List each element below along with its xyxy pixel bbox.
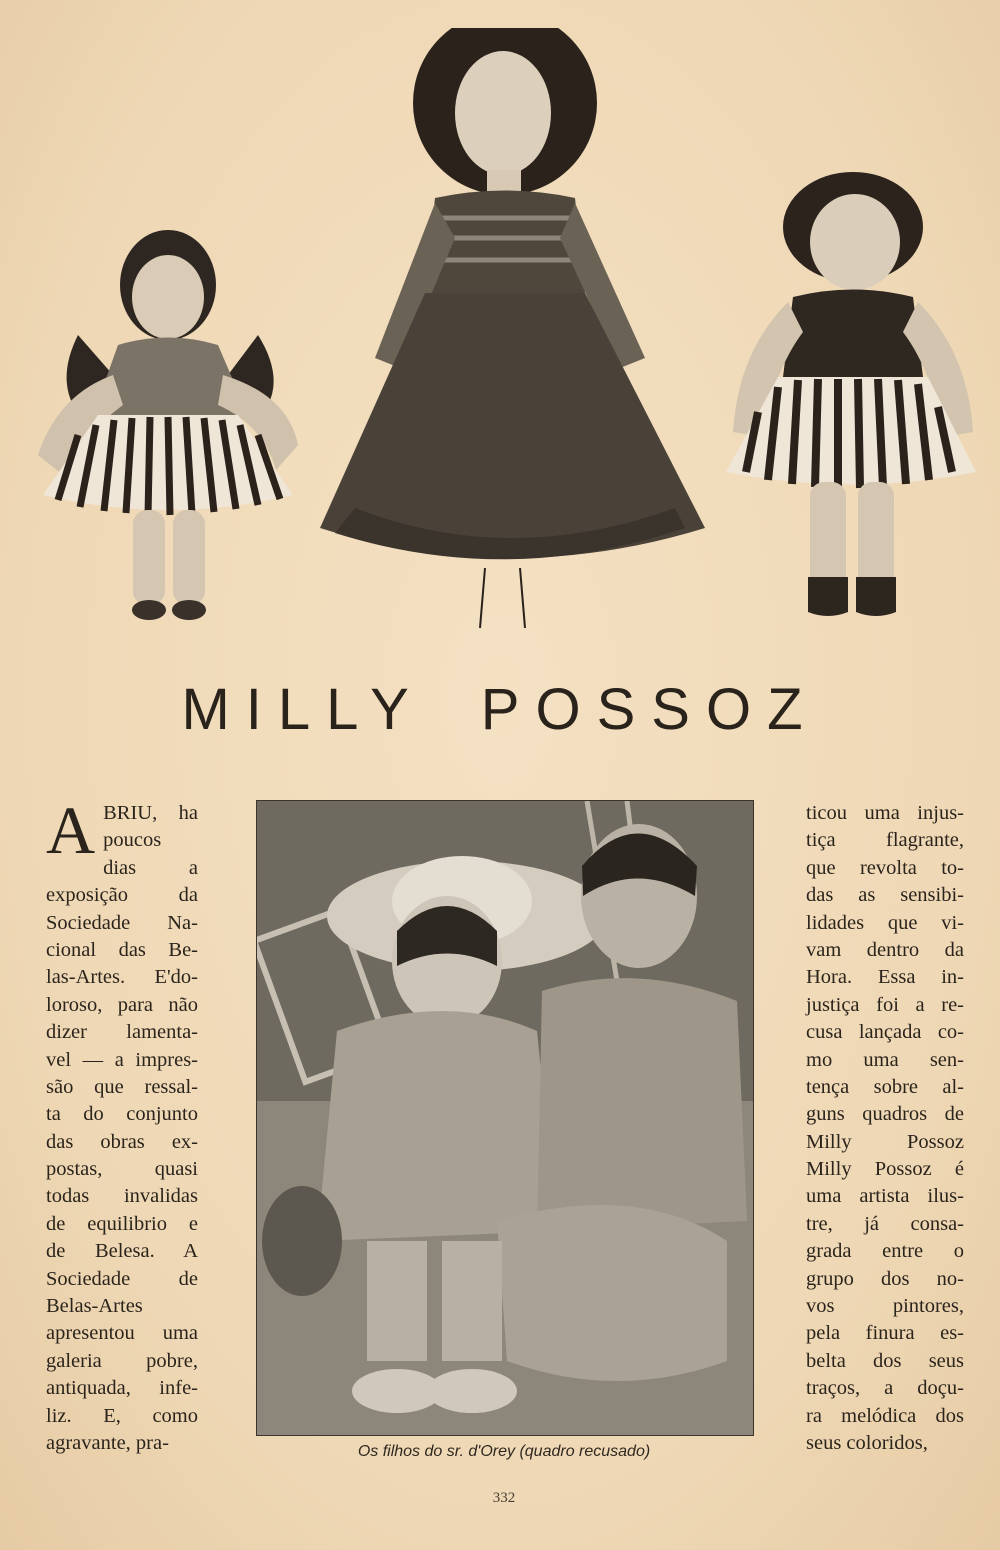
text-line: Belas-Artes: [46, 1295, 143, 1318]
text-line: poucos: [103, 829, 162, 852]
text-line: guns quadros de: [806, 1103, 964, 1126]
doll-photo-left: [18, 225, 318, 625]
text-line: dizer lamenta-: [46, 1021, 198, 1044]
text-line: vel — a impres-: [46, 1048, 198, 1071]
text-line: Milly Possoz: [806, 1130, 964, 1153]
text-line: de equilibrio e: [46, 1212, 198, 1235]
doll-photo-center: [315, 28, 710, 640]
article-column-left: [46, 792, 198, 1457]
title-word-1: MILLY: [181, 677, 425, 742]
text-line: pela finura es-: [806, 1322, 964, 1345]
text-line: apresentou uma: [46, 1322, 198, 1345]
text-line: Sociedade de: [46, 1267, 198, 1290]
text-line: traços, a doçu-: [806, 1377, 964, 1400]
text-line: cusa lançada co-: [806, 1021, 964, 1044]
article-title: [0, 676, 1000, 743]
text-line: BRIU, ha: [103, 802, 198, 824]
page-number: 332: [492, 1490, 516, 1506]
text-line: todas invalidas: [46, 1185, 198, 1208]
drop-cap: A: [46, 792, 96, 868]
text-line: las-Artes. E'do-: [46, 966, 198, 989]
text-line: Hora. Essa in-: [806, 966, 964, 989]
text-line: postas, quasi: [46, 1158, 198, 1181]
text-line: que revolta to-: [806, 856, 964, 879]
text-line: mo uma sen-: [806, 1048, 964, 1071]
text-line: cional das Be-: [46, 938, 198, 961]
text-line: ta do conjunto: [46, 1103, 198, 1126]
doll-photo-right: [718, 172, 980, 622]
text-line: ticou uma injus-: [806, 802, 964, 824]
text-line: vos pintores,: [806, 1295, 964, 1318]
article-column-right: [806, 800, 964, 1457]
text-line: exposição da: [46, 884, 198, 907]
text-line: agravante, pra-: [46, 1431, 169, 1454]
text-line: tiça flagrante,: [806, 829, 964, 852]
text-line: galeria pobre,: [46, 1349, 198, 1372]
text-line: ra melódica dos: [806, 1404, 964, 1427]
text-line: dias a: [103, 856, 198, 879]
text-line: loroso, para não: [46, 993, 198, 1016]
text-line: são que ressal-: [46, 1075, 198, 1098]
text-line: seus coloridos,: [806, 1431, 928, 1454]
text-line: vam dentro da: [806, 938, 964, 961]
text-line: das obras ex-: [46, 1130, 198, 1153]
text-line: belta dos seus: [806, 1349, 964, 1372]
painting-caption: Os filhos do sr. d'Orey (quadro recusado): [357, 1443, 651, 1460]
text-line: grupo dos no-: [806, 1267, 964, 1290]
text-line: lidades que vi-: [806, 911, 964, 934]
painting-image: [256, 800, 754, 1436]
text-line: tença sobre al-: [806, 1075, 964, 1098]
text-line: das as sensibi-: [806, 884, 964, 907]
text-line: Milly Possoz é: [806, 1158, 964, 1181]
text-line: uma artista ilus-: [806, 1185, 964, 1208]
title-word-2: POSSOZ: [480, 677, 819, 742]
text-line: liz. E, como: [46, 1404, 198, 1427]
text-line: de Belesa. A: [46, 1240, 198, 1263]
text-line: tre, já consa-: [806, 1212, 964, 1235]
text-line: grada entre o: [806, 1240, 964, 1263]
text-line: Sociedade Na-: [46, 911, 198, 934]
text-line: antiquada, infe-: [46, 1377, 198, 1400]
text-line: justiça foi a re-: [806, 993, 964, 1016]
